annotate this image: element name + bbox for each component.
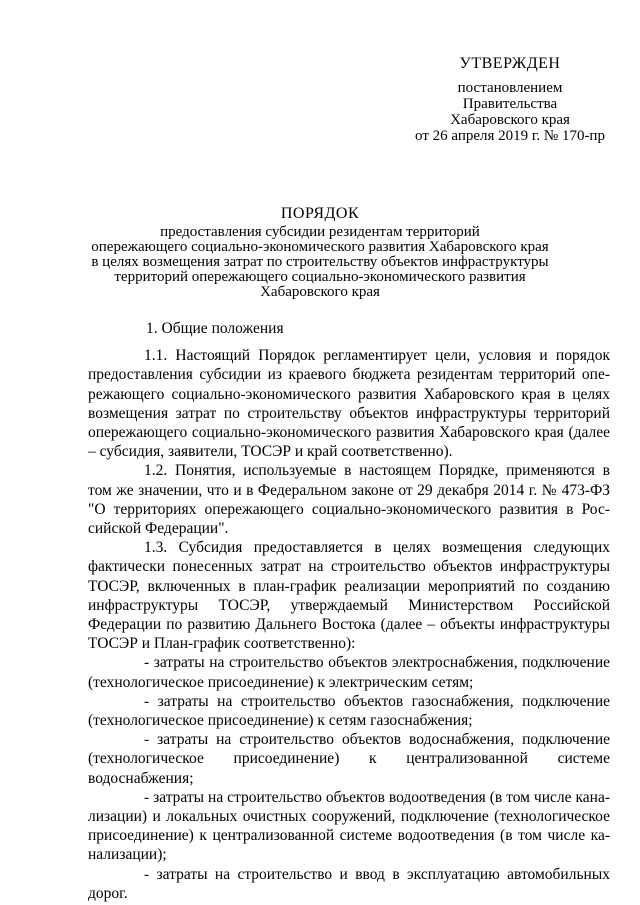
list-item-water-disposal: - затраты на строительство объектов водоотведения (в том числе канализации) и локальных очистных сооружений, подключение (технологическое присоединение) к централизованной системе водоотведения (в том числе канализации); — [88, 788, 610, 864]
list-item-water-supply: - затраты на строительство объектов водоснабжения, подключение (технологическое присоединение) к централизованной системе водоснабжения; — [88, 731, 610, 787]
subtitle-line: опережающего социально-экономического развития Хабаровского края — [91, 239, 549, 255]
subtitle-line: в целях возмещения затрат по строительству объектов инфраструктуры — [91, 254, 549, 270]
paragraph-1-3: 1.3. Субсидия предоставляется в целях возмещения следующих фактически понесенных затрат на строительство объектов инфраструктуры ТОСЭР, включенных в план-график реализации мероприятий по созданию инфраструктуры ТОСЭР, утверждаемый Министерством Российской Федерации по развитию Дальнего Востока (далее – объекты инфраструктуры ТОСЭР и План-график соответственно): — [88, 539, 610, 653]
paragraph-1-1: 1.1. Настоящий Порядок регламентирует цели, условия и порядок предоставления субсидии из краевого бюджета резидентам территорий опережающего социально-экономического развития Хабаровского края в целях возмещения затрат по строительству объектов инфраструктуры территорий опережающего социально-экономического развития Хабаровского края (далее – субсидия, заявители, ТОСЭР и край соответственно). — [88, 347, 610, 461]
paragraph-1-2: 1.2. Понятия, используемые в настоящем Порядке, применяются в том же значении, что и в Федеральном законе от 29 декабря 2014 г. № 473-ФЗ "О территориях опережающего социально-экономического развития в Российской Федерации". — [88, 462, 610, 538]
document-subtitle — [90, 225, 550, 300]
list-item-electricity: - затраты на строительство объектов электроснабжения, подключение (технологическое присоединение) к электрическим сетям; — [88, 654, 610, 691]
approval-line: Хабаровского края — [450, 112, 570, 128]
list-item-roads: - затраты на строительство и ввод в эксплуатацию автомобильных дорог. — [88, 865, 610, 902]
approval-line: постановлением — [457, 80, 563, 96]
section-heading: 1. Общие положения — [146, 320, 284, 337]
approval-block — [400, 56, 620, 144]
subtitle-line: предоставления субсидии резидентам территорий — [160, 224, 480, 240]
approval-line: Правительства — [462, 96, 558, 112]
subtitle-line: Хабаровского края — [260, 284, 380, 300]
approval-title: УТВЕРЖДЕН — [459, 55, 561, 72]
document-body — [88, 319, 610, 903]
approval-date: от 26 апреля 2019 г. № 170-пр — [415, 128, 605, 144]
document-title: ПОРЯДОК — [280, 205, 360, 222]
list-item-gas: - затраты на строительство объектов газоснабжения, подключение (технологическое присоединение) к сетям газоснабжения; — [88, 692, 610, 730]
subtitle-line: территорий опережающего социально-экономического развития — [114, 269, 526, 285]
